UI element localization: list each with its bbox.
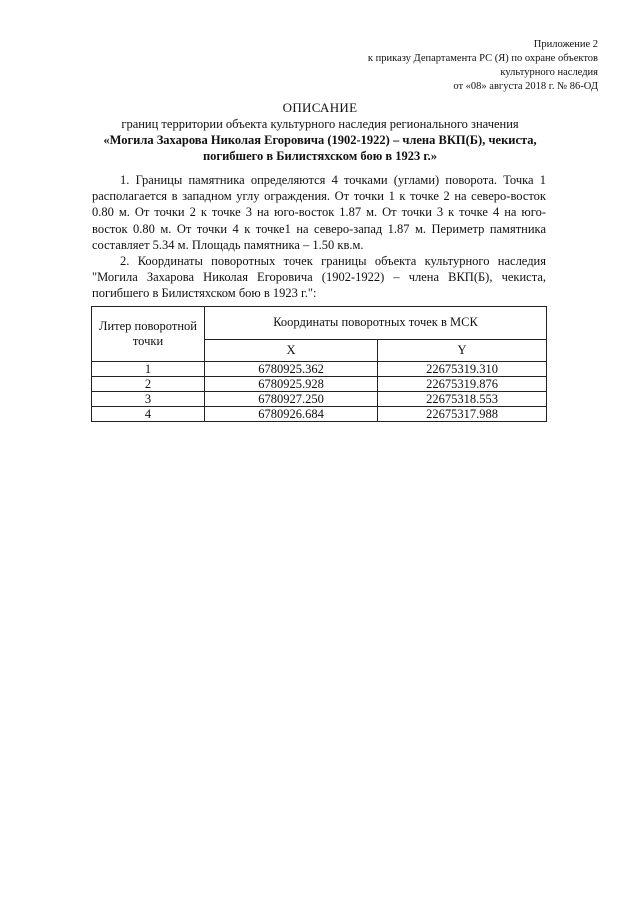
cell-y: 22675318.553 [378,392,547,407]
header-x: X [205,339,378,361]
cell-y: 22675319.310 [378,362,547,377]
coordinates-table [91,306,547,422]
object-name-line-1: «Могила Захарова Николая Егоровича (1902-1922) – члена ВКП(Б), чекиста, [103,133,537,147]
appendix-order-date: от «08» августа 2018 г. № 86-ОД [453,81,598,92]
cell-x: 6780927.250 [205,392,378,407]
header-turning-point: Литер поворотной точки [92,307,205,362]
cell-x: 6780925.928 [205,377,378,392]
document-title: ОПИСАНИЕ [282,100,358,115]
header-coordinates-group: Координаты поворотных точек в МСК [205,307,547,340]
table-row [92,392,547,407]
table-row [92,407,547,422]
cell-point: 3 [92,392,205,407]
header-y: Y [378,339,547,361]
table-header-row [92,307,547,340]
paragraph-boundaries: 1. Границы памятника определяются 4 точками (углами) поворота. Точка 1 располагается в западном углу ограждения. От точки 1 к точке 2 на северо-восток 0.80 м. От точки 2 к точке 3 на юго-восток 1.87 м. От точки 3 к точке 4 на юго-восток 0.80 м. От точки 4 к точке1 на северо-запад 1.87 м. Периметр памятника составляет 5.34 м. Площадь памятника – 1.50 кв.м. [92,173,546,252]
appendix-order-ref-cont: культурного наследия [500,67,598,78]
object-name-line-2: погибшего в Билистяхском бою в 1923 г.» [202,149,438,163]
cell-x: 6780926.684 [205,407,378,422]
cell-point: 1 [92,362,205,377]
document-subtitle: границ территории объекта культурного наследия регионального значения [121,117,519,131]
table-row [92,377,547,392]
title-block [90,100,550,164]
appendix-header [298,38,598,94]
cell-x: 6780925.362 [205,362,378,377]
cell-y: 22675319.876 [378,377,547,392]
body-text [92,172,546,302]
paragraph-coordinates-intro: 2. Координаты поворотных точек границы объекта культурного наследия "Могила Захарова Николая Егоровича (1902-1922) – члена ВКП(Б), чекиста, погибшего в Билистяхском бою в 1923 г.": [92,254,546,301]
cell-point: 2 [92,377,205,392]
table-row [92,362,547,377]
appendix-order-ref: к приказу Департамента РС (Я) по охране объектов [367,53,598,64]
cell-point: 4 [92,407,205,422]
appendix-number: Приложение 2 [533,39,598,50]
cell-y: 22675317.988 [378,407,547,422]
